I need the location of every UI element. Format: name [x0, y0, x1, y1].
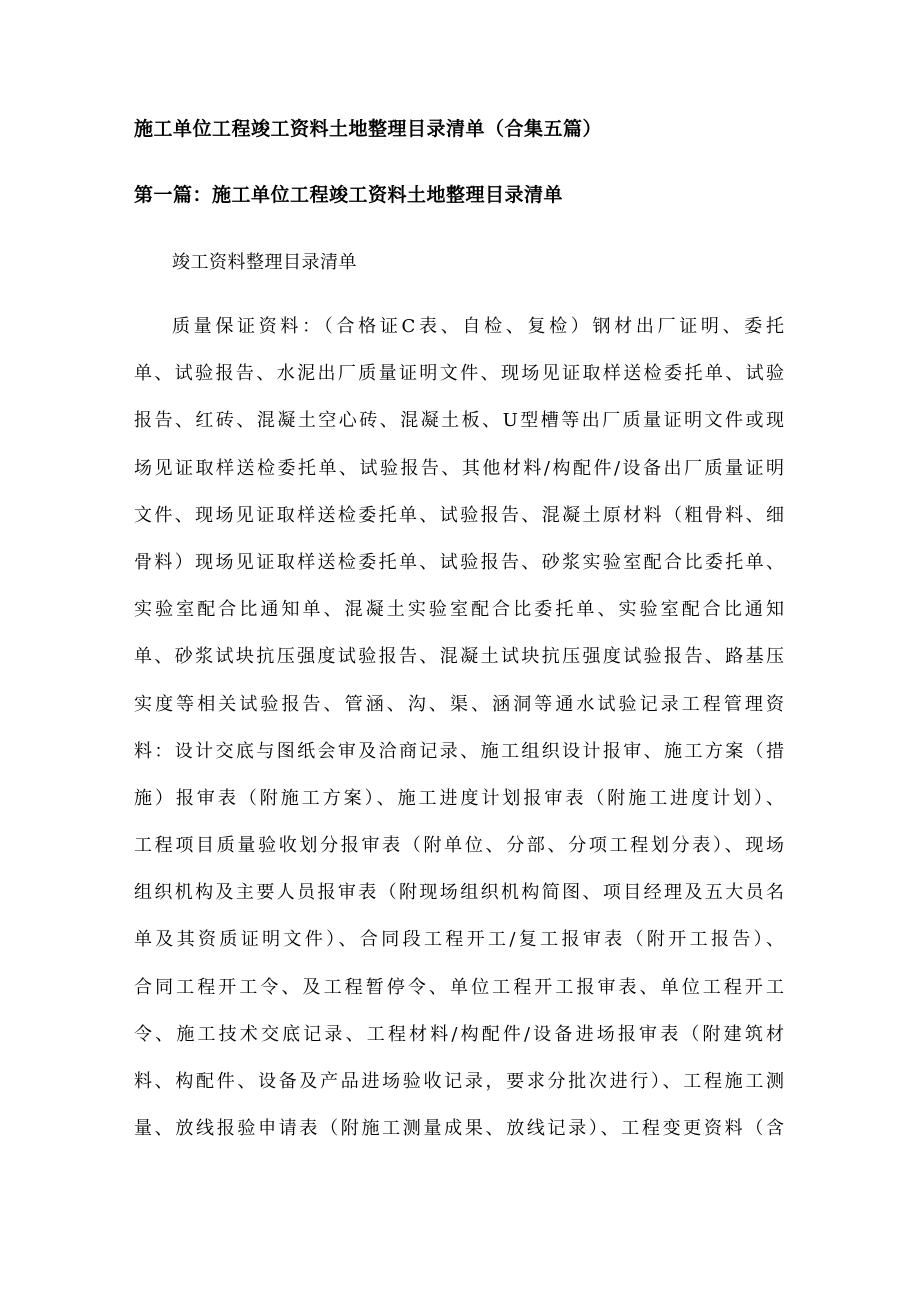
- paragraph-line: 实度等相关试验报告、管涵、沟、渠、涵洞等通水试验记录工程管理资: [134, 693, 784, 715]
- paragraph-line: 骨料）现场见证取样送检委托单、试验报告、砂浆实验室配合比委托单、: [134, 551, 784, 573]
- paragraph-line: 组织机构及主要人员报审表（附现场组织机构简图、项目经理及五大员名: [134, 882, 784, 904]
- paragraph-line: 单及其资质证明文件）、合同段工程开工/复工报审表（附开工报告）、: [134, 929, 784, 951]
- paragraph-line: 料、构配件、设备及产品进场验收记录，要求分批次进行）、工程施工测: [134, 1071, 784, 1092]
- paragraph-line: 施）报审表（附施工方案）、施工进度计划报审表（附施工进度计划）、: [134, 787, 784, 809]
- paragraph-line: 质量保证资料：（合格证C表、自检、复检）钢材出厂证明、委托: [172, 316, 784, 337]
- body-paragraph: [134, 312, 784, 1161]
- paragraph-line: 料：设计交底与图纸会审及洽商记录、施工组织设计报审、施工方案（措: [134, 740, 784, 762]
- paragraph-line: 量、放线报验申请表（附施工测量成果、放线记录）、工程变更资料（含: [134, 1118, 784, 1140]
- chapter-heading: 第一篇：施工单位工程竣工资料土地整理目录清单: [134, 184, 564, 206]
- paragraph-line: 工程项目质量验收划分报审表（附单位、分部、分项工程划分表）、现场: [134, 835, 784, 857]
- paragraph-line: 场见证取样送检委托单、试验报告、其他材料/构配件/设备出厂质量证明: [134, 457, 784, 479]
- document-title: 施工单位工程竣工资料土地整理目录清单（合集五篇）: [134, 118, 603, 140]
- paragraph-line: 合同工程开工令、及工程暂停令、单位工程开工报审表、单位工程开工: [134, 976, 784, 998]
- paragraph-line: 报告、红砖、混凝土空心砖、混凝土板、U型槽等出厂质量证明文件或现: [134, 410, 784, 432]
- section-subheading: 竣工资料整理目录清单: [172, 252, 357, 273]
- paragraph-line: 实验室配合比通知单、混凝土实验室配合比委托单、实验室配合比通知: [134, 599, 784, 621]
- paragraph-line: 单、砂浆试块抗压强度试验报告、混凝土试块抗压强度试验报告、路基压: [134, 646, 784, 668]
- paragraph-line: 单、试验报告、水泥出厂质量证明文件、现场见证取样送检委托单、试验: [134, 363, 784, 385]
- paragraph-line: 文件、现场见证取样送检委托单、试验报告、混凝土原材料（粗骨料、细: [134, 504, 784, 526]
- paragraph-line: 令、施工技术交底记录、工程材料/构配件/设备进场报审表（附建筑材: [134, 1023, 784, 1045]
